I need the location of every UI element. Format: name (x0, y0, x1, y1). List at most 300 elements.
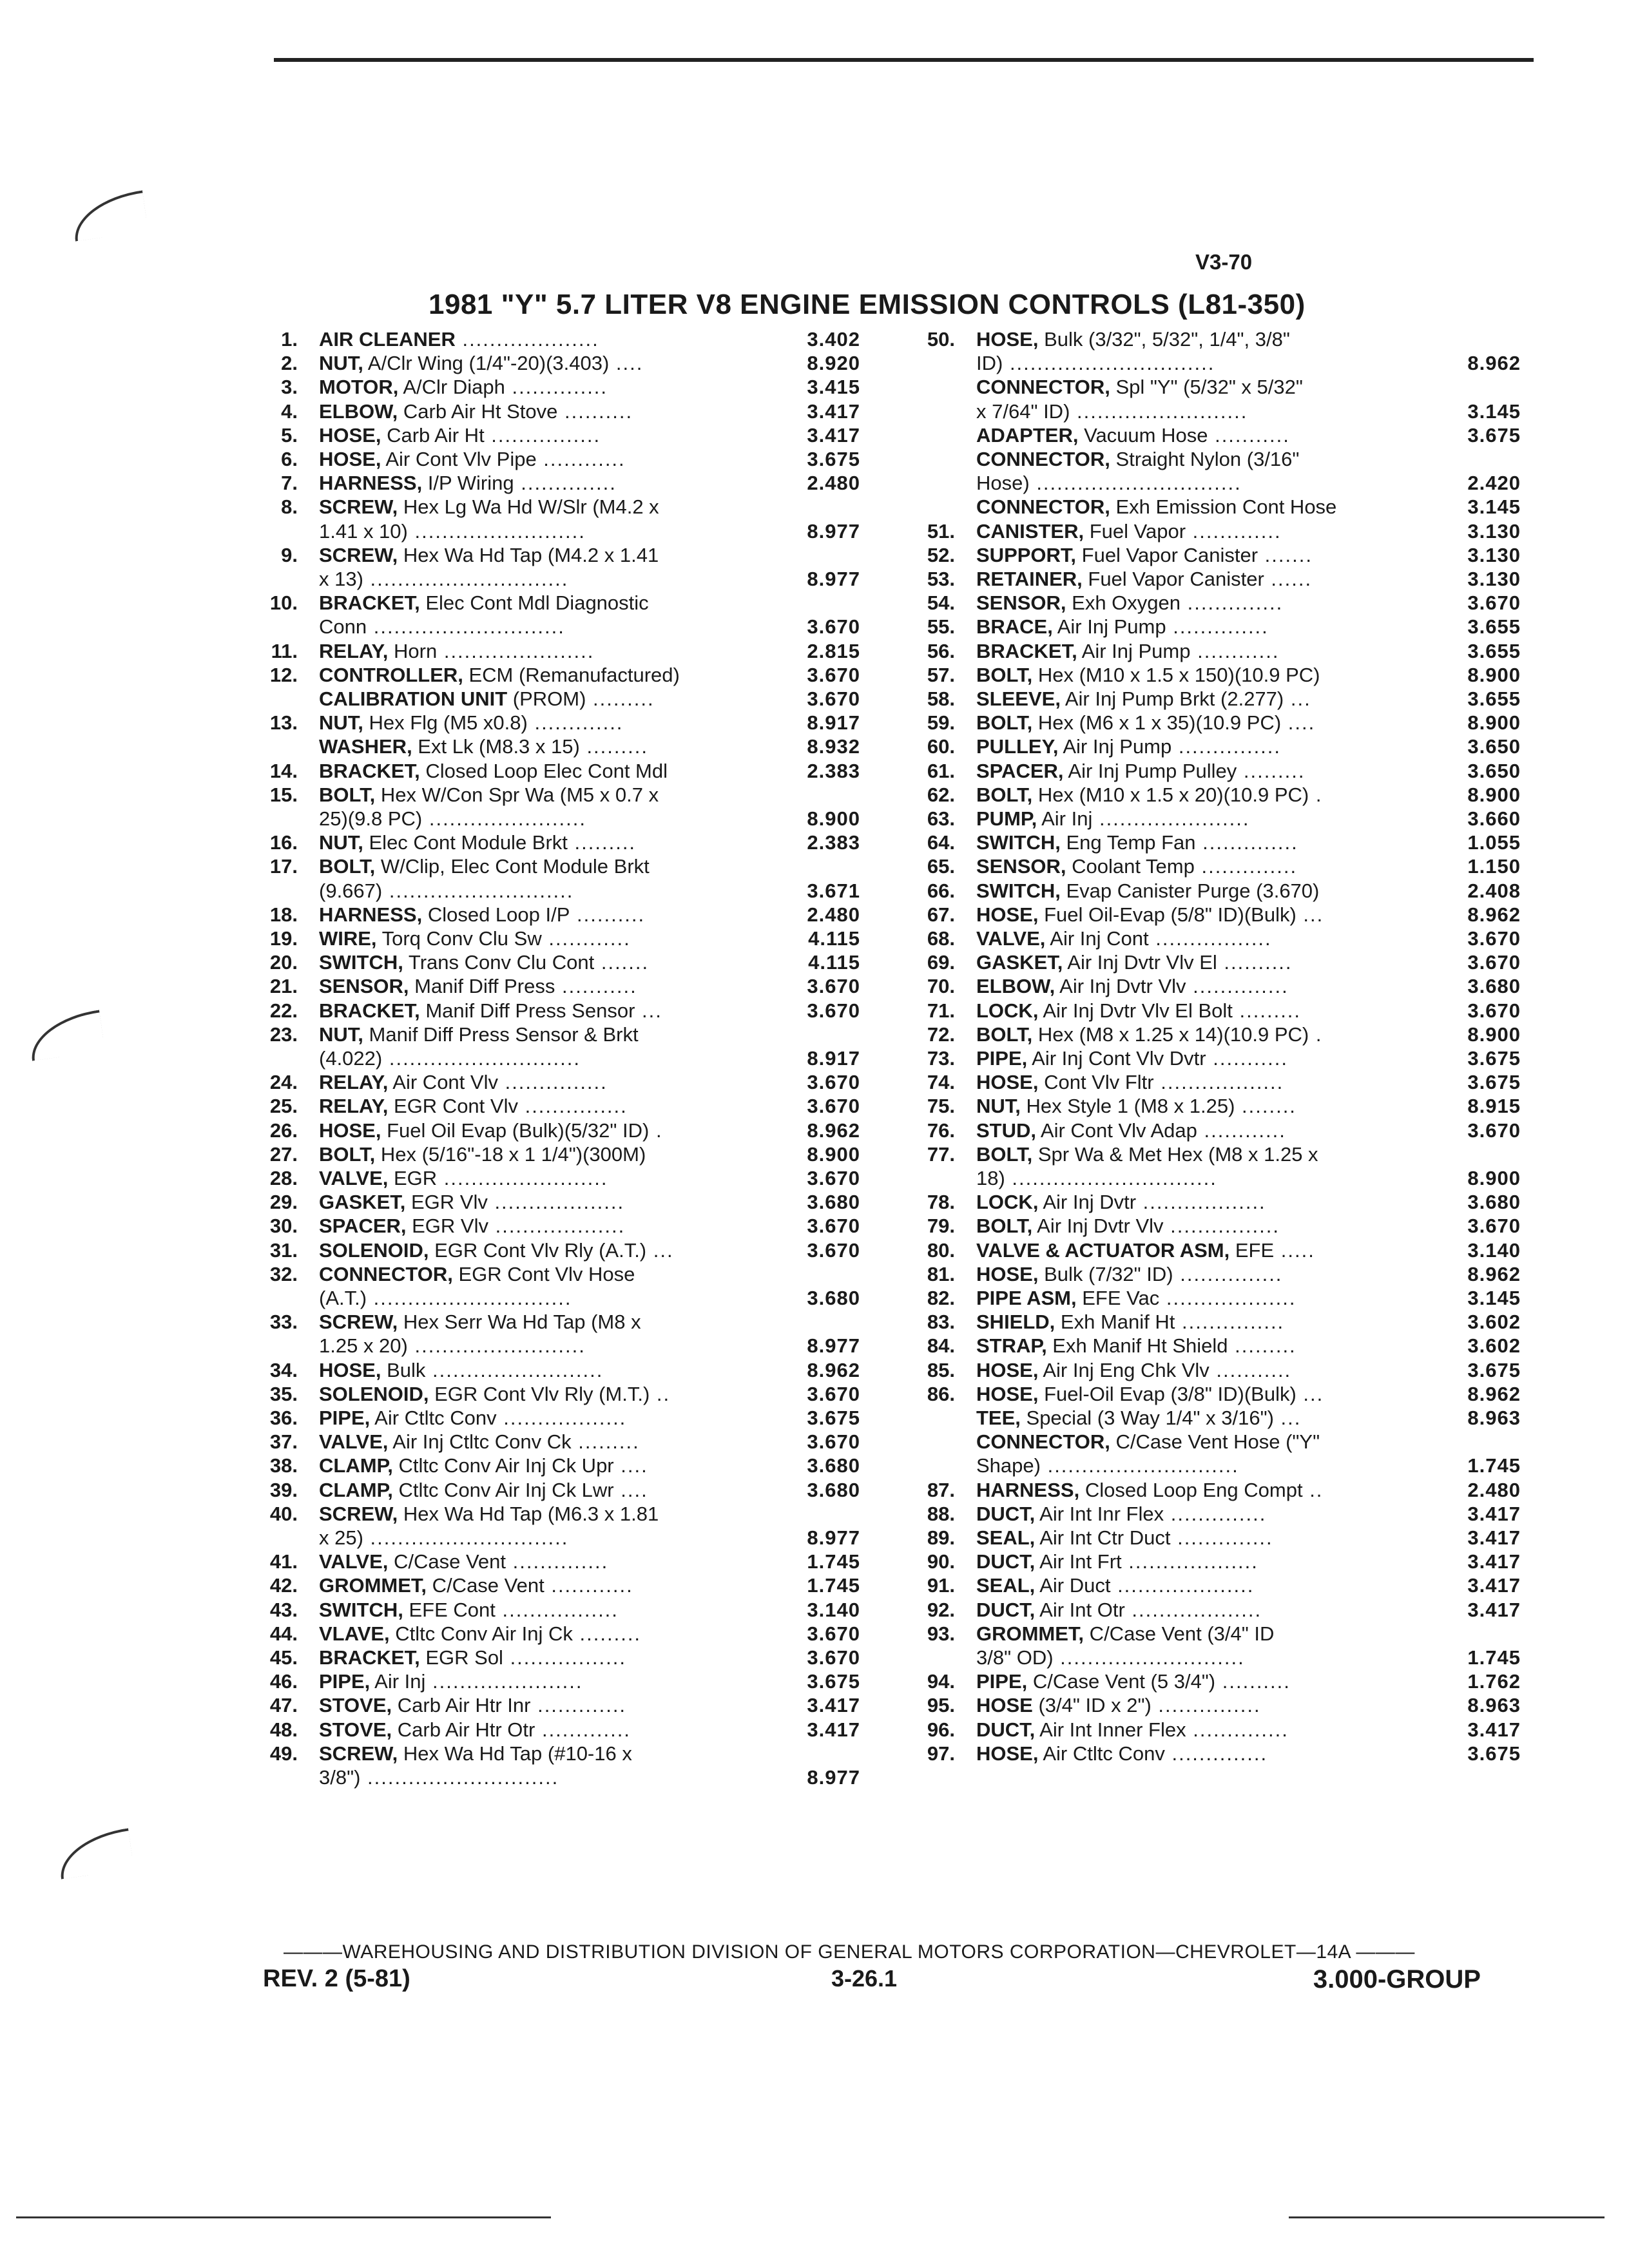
part-name: CANISTER, (976, 519, 1084, 543)
part-name: HOSE, (976, 1071, 1039, 1094)
part-item (245, 1070, 860, 1094)
part-description-line (319, 903, 645, 927)
part-detail: Carb Air Ht (381, 423, 485, 447)
part-name: CONNECTOR, (976, 1430, 1110, 1454)
part-name: ELBOW, (976, 975, 1055, 998)
part-detail: Exh Emission Cont Hose (1110, 495, 1337, 519)
dot-leader: .................. (1153, 1071, 1284, 1094)
part-description-line (319, 1693, 626, 1717)
group-code: 2.480 (807, 472, 860, 495)
part-detail: EGR Vlv (405, 1191, 488, 1214)
part-item (902, 1478, 1521, 1502)
dot-leader: .......... (1217, 951, 1293, 974)
dot-leader: ........ (1235, 1095, 1296, 1118)
part-detail: Air Inj Dvtr (1038, 1191, 1137, 1214)
part-name: ELBOW, (319, 399, 398, 423)
group-code: 3.602 (1467, 1311, 1521, 1334)
part-description-line (976, 1190, 1266, 1214)
dot-leader: .... (1281, 711, 1316, 735)
part-description-line (976, 687, 1311, 711)
group-code: 3.140 (1467, 1238, 1521, 1262)
part-item (902, 1190, 1521, 1214)
group-code: 3.650 (1467, 735, 1521, 758)
part-detail: Air Cont Vlv (388, 1071, 498, 1094)
dot-leader: ............................. (363, 567, 569, 590)
part-item (902, 543, 1521, 567)
part-item (902, 663, 1521, 687)
part-item (902, 1070, 1521, 1094)
group-code: 3.670 (807, 1215, 860, 1238)
group-code: 2.815 (807, 639, 860, 662)
part-detail: Torq Conv Clu Sw (376, 927, 542, 950)
part-number: 11. (271, 639, 298, 662)
dot-leader: ......................... (1070, 399, 1248, 423)
part-description-line (319, 399, 633, 423)
group-code: 3.402 (807, 328, 860, 351)
part-item (245, 1573, 860, 1597)
group-code: 8.962 (807, 1119, 860, 1142)
part-detail: Bulk (3/32", 5/32", 1/4", 3/8" (1038, 328, 1290, 351)
part-number: 31. (269, 1238, 298, 1262)
group-code: 1.745 (807, 1550, 860, 1573)
group-code: 3.417 (1467, 1574, 1521, 1597)
part-item (245, 1454, 860, 1477)
part-number: 58. (927, 687, 955, 710)
part-description-line (319, 1119, 663, 1142)
group-code: 3.655 (1467, 615, 1521, 639)
group-code: 3.671 (807, 879, 860, 902)
group-code: 3.417 (807, 1694, 860, 1717)
part-number: 89. (927, 1526, 955, 1549)
part-item (245, 1190, 860, 1214)
part-number: 35. (269, 1382, 298, 1405)
part-description-line (319, 759, 668, 783)
dot-leader: .............................. (1003, 352, 1215, 375)
group-code: 8.900 (1467, 663, 1521, 686)
part-number: 16. (269, 831, 298, 854)
part-item (902, 1094, 1521, 1118)
part-description-line (319, 1310, 641, 1334)
part-item (902, 1262, 1521, 1286)
group-code: 3.130 (1467, 568, 1521, 590)
group-code: 3.417 (807, 399, 860, 423)
part-description-line (319, 567, 568, 591)
part-detail: Air Ctltc Conv (1038, 1742, 1165, 1765)
dot-leader: ............... (1173, 1262, 1283, 1285)
part-detail: Air Inj Pump (1077, 639, 1191, 662)
part-item (245, 471, 860, 495)
part-description-line (976, 735, 1281, 758)
group-code: 8.977 (807, 1765, 860, 1789)
part-name: SWITCH, (976, 831, 1061, 854)
part-description-line (976, 567, 1312, 591)
part-detail: Air Inj Dvtr Vlv El Bolt (1038, 999, 1233, 1022)
part-detail: Eng Temp Fan (1060, 831, 1196, 854)
part-name: BOLT, (976, 1142, 1033, 1166)
part-name: NUT, (976, 1095, 1021, 1118)
group-code: 8.917 (807, 1046, 860, 1070)
part-name: SCREW, (319, 495, 398, 519)
part-number: 34. (269, 1358, 298, 1381)
dot-leader: .............. (1194, 855, 1298, 878)
part-name: BOLT, (976, 663, 1033, 686)
dot-leader: ......... (567, 831, 637, 854)
group-code: 8.963 (1467, 1407, 1521, 1429)
dot-leader: ......... (586, 687, 655, 710)
part-name: VALVE, (319, 1430, 389, 1454)
part-item (245, 1023, 860, 1070)
part-item (902, 1286, 1521, 1310)
part-item (902, 1742, 1521, 1765)
part-detail: C/Case Vent Hose ("Y" (1110, 1430, 1320, 1454)
part-detail: Hex Flg (M5 x0.8) (363, 711, 528, 735)
dot-leader: ............................ (382, 1046, 581, 1070)
part-number: 36. (269, 1407, 298, 1429)
part-description-line (976, 1454, 1239, 1477)
part-description-line (319, 423, 601, 447)
part-item (902, 854, 1521, 878)
part-number: 33. (269, 1311, 298, 1334)
part-description-line (976, 927, 1272, 950)
part-item (902, 615, 1521, 639)
part-description-line (319, 1094, 628, 1118)
part-number: 80. (927, 1238, 955, 1262)
part-item (902, 831, 1521, 854)
part-item (902, 759, 1521, 783)
part-name: SENSOR, (976, 591, 1066, 615)
part-detail: Air Inj (370, 1670, 426, 1693)
part-number: 23. (269, 1023, 298, 1046)
part-number: 20. (269, 951, 298, 974)
part-item (902, 327, 1521, 375)
part-item (245, 591, 860, 639)
part-name: CLAMP, (319, 1454, 393, 1477)
part-name: SEAL, (976, 1574, 1036, 1597)
part-description-line (319, 663, 680, 687)
group-code: 3.417 (807, 423, 860, 447)
part-name: GASKET, (976, 951, 1063, 974)
part-number: 39. (269, 1478, 298, 1501)
part-description-line (319, 807, 586, 831)
part-item (902, 687, 1521, 711)
group-code: 3.670 (807, 1095, 860, 1118)
group-code: 8.962 (1467, 1382, 1521, 1405)
part-detail: Trans Conv Clu Cont (403, 951, 595, 974)
part-name: BOLT, (976, 783, 1033, 806)
part-number: 68. (927, 927, 955, 950)
group-code: 3.680 (807, 1286, 860, 1309)
part-number: 83. (927, 1311, 955, 1334)
part-item (902, 1046, 1521, 1070)
part-description-line (976, 495, 1336, 519)
part-item (245, 327, 860, 351)
part-name: BOLT, (319, 1142, 376, 1166)
part-number: 28. (269, 1167, 298, 1189)
part-description-line (976, 1598, 1262, 1622)
dot-leader: .......... (557, 399, 633, 423)
part-description-line (976, 1142, 1318, 1166)
part-item (902, 903, 1521, 927)
dot-leader: ......... (1228, 1334, 1296, 1358)
dot-leader: ........................... (382, 879, 574, 902)
part-detail: Carb Air Htr Inr (392, 1694, 531, 1717)
group-code: 8.900 (1467, 1166, 1521, 1189)
dot-leader: ............. (535, 1718, 631, 1741)
part-description-line (319, 1214, 625, 1238)
part-detail: Exh Manif Ht (1055, 1311, 1175, 1334)
footer-division-line: ———WAREHOUSING AND DISTRIBUTION DIVISION OF GENERAL MOTORS CORPORATION—CHEVROLET—14A ——— (284, 1941, 1415, 1963)
part-number: 91. (927, 1574, 955, 1597)
part-name: HOSE, (976, 328, 1039, 351)
dot-leader: .............. (1164, 1742, 1268, 1765)
dot-leader: ..... (1274, 1238, 1315, 1262)
binder-hole-mark (70, 190, 148, 241)
part-detail: Air Inj Dvtr Vlv (1055, 975, 1186, 998)
group-code: 3.417 (1467, 1718, 1521, 1741)
part-detail: Fuel Vapor Canister (1076, 543, 1258, 566)
dot-leader: .............. (1164, 1502, 1267, 1525)
part-description-line (319, 1382, 670, 1406)
part-number: 77. (927, 1142, 955, 1166)
part-detail: ECM (Remanufactured) (463, 663, 680, 686)
part-number: 61. (927, 759, 955, 782)
part-description-line (976, 519, 1282, 543)
part-description-line (976, 591, 1283, 615)
part-description-line (319, 519, 586, 543)
part-description-line (976, 1622, 1274, 1646)
group-code: 8.977 (807, 567, 860, 590)
part-number: 6. (281, 448, 298, 470)
part-name: HOSE, (319, 448, 381, 470)
group-code: 4.115 (808, 927, 860, 950)
group-code: 3.670 (807, 687, 860, 710)
part-item (902, 999, 1521, 1023)
part-item (245, 663, 860, 687)
part-detail: Fuel Oil Evap (Bulk)(5/32" ID) (381, 1119, 650, 1142)
dot-leader: ... (1273, 1407, 1302, 1429)
dot-leader: ........... (1208, 423, 1290, 447)
part-name: WASHER, (319, 735, 412, 758)
part-detail: EGR Cont Vlv Rly (A.T.) (429, 1238, 647, 1262)
part-detail: Air Inj Pump Pulley (1063, 759, 1237, 782)
part-description-line (319, 471, 617, 495)
group-code: 2.480 (1467, 1478, 1521, 1501)
part-description-line (976, 879, 1319, 903)
part-description-line (976, 1573, 1254, 1597)
dot-leader: ............. (527, 711, 624, 735)
dot-leader: ... (1296, 903, 1324, 926)
part-name: HOSE, (319, 1358, 381, 1381)
part-item (902, 567, 1521, 591)
group-code: 3.680 (807, 1191, 860, 1214)
part-detail: Straight Nylon (3/16" (1110, 448, 1300, 470)
part-item (245, 1119, 860, 1142)
part-detail: Air Cont Vlv Adap (1036, 1119, 1197, 1142)
part-number: 69. (927, 951, 955, 974)
part-detail: Hex (M6 x 1 x 35)(10.9 PC) (1032, 711, 1282, 735)
dot-leader: ...... (1264, 568, 1313, 590)
dot-leader: . (649, 1119, 663, 1142)
part-detail: Hex Wa Hd Tap (#10-16 x (398, 1742, 632, 1765)
part-description-line (976, 1214, 1280, 1238)
dot-leader: ............ (541, 927, 631, 950)
group-code: 3.670 (1467, 1215, 1521, 1238)
part-detail: Exh Manif Ht Shield (1046, 1334, 1228, 1358)
part-description-line (976, 1334, 1296, 1358)
part-description-line (976, 1669, 1291, 1693)
dot-leader: ......... (579, 735, 648, 758)
group-code: 3.130 (1467, 519, 1521, 543)
part-number: 38. (269, 1454, 298, 1477)
part-description-line (976, 447, 1299, 471)
part-item (245, 1214, 860, 1238)
part-description-line (976, 471, 1242, 495)
part-detail: Exh Oxygen (1066, 591, 1181, 615)
part-number: 92. (927, 1598, 955, 1621)
dot-leader: ............... (1151, 1694, 1261, 1717)
part-item (902, 783, 1521, 807)
part-description-line (976, 1406, 1301, 1430)
part-number: 64. (927, 831, 955, 854)
part-number: 29. (269, 1191, 298, 1214)
dot-leader: ............ (1190, 639, 1280, 662)
part-description-line (319, 783, 659, 807)
part-item (902, 950, 1521, 974)
group-code: 1.150 (1467, 855, 1521, 878)
part-name: BRACKET, (319, 999, 420, 1022)
part-description-line (319, 1238, 674, 1262)
dot-leader: .............. (1166, 615, 1269, 639)
part-number: 73. (927, 1047, 955, 1070)
part-item (245, 927, 860, 950)
part-description-line (319, 1669, 583, 1693)
part-description-line (319, 615, 565, 639)
part-description-line (976, 375, 1303, 399)
group-code: 3.675 (1467, 1047, 1521, 1070)
part-detail: EFE (1229, 1238, 1275, 1262)
part-name: PUMP, (976, 807, 1037, 830)
part-name: MOTOR, (319, 376, 399, 399)
part-item (902, 974, 1521, 998)
group-code: 8.920 (807, 352, 860, 375)
part-number: 74. (927, 1071, 955, 1094)
part-description-line (976, 1646, 1245, 1669)
part-item (245, 783, 860, 831)
group-code: 8.977 (807, 1334, 860, 1358)
part-description-line (319, 950, 649, 974)
part-name: DUCT, (976, 1550, 1036, 1573)
part-detail: Air Inj (1037, 807, 1093, 830)
part-detail: EGR Cont Vlv (388, 1095, 518, 1118)
part-description-line (976, 1166, 1217, 1190)
part-number: 46. (269, 1670, 298, 1693)
part-name: SPACER, (976, 759, 1064, 782)
part-detail: W/Clip, Elec Cont Module Brkt (375, 855, 650, 878)
group-code: 8.900 (807, 1142, 860, 1166)
page-number: 3-26.1 (831, 1965, 898, 1992)
dot-leader: .......... (570, 903, 646, 926)
part-number: 43. (269, 1598, 298, 1621)
part-item (245, 1142, 860, 1166)
group-code: 8.962 (1467, 903, 1521, 926)
part-item (245, 1693, 860, 1717)
part-number: 21. (269, 975, 298, 998)
part-description-line (319, 639, 594, 663)
dot-leader: ................... (487, 1191, 625, 1214)
dot-leader: ............ (1197, 1119, 1286, 1142)
group-code: 3.675 (1467, 1071, 1521, 1094)
part-description-line (319, 1502, 659, 1526)
dot-leader: ............... (497, 1071, 608, 1094)
dot-leader: .............. (1181, 591, 1284, 615)
part-name: PIPE, (319, 1670, 371, 1693)
part-item (245, 543, 860, 591)
part-name: HOSE (976, 1694, 1033, 1717)
part-number: 82. (927, 1287, 955, 1309)
part-description-line (976, 351, 1215, 375)
group-code: 3.602 (1467, 1334, 1521, 1358)
part-detail: Closed Loop Eng Compt (1079, 1478, 1303, 1501)
part-description-line (976, 1502, 1266, 1526)
part-detail: 25)(9.8 PC) (319, 807, 423, 830)
part-description-line (319, 1166, 608, 1190)
group-code: 1.762 (1467, 1670, 1521, 1693)
part-description-line (976, 1430, 1320, 1454)
part-name: CONNECTOR, (319, 1262, 453, 1285)
part-item (902, 1358, 1521, 1382)
part-number: 22. (269, 999, 298, 1022)
part-detail: (PROM) (507, 687, 586, 710)
part-description-line (976, 1718, 1289, 1742)
group-code: 3.415 (807, 376, 860, 399)
part-name: BRACE, (976, 615, 1053, 639)
group-code: 3.417 (1467, 1550, 1521, 1573)
part-name: BRACKET, (976, 639, 1077, 662)
group-code: 4.115 (808, 951, 860, 974)
part-name: HOSE, (976, 1358, 1039, 1381)
group-code: 3.675 (807, 448, 860, 470)
dot-leader: ......... (572, 1622, 642, 1645)
part-item (245, 1622, 860, 1646)
dot-leader: ...................... (437, 639, 595, 662)
part-name: RELAY, (319, 1095, 389, 1118)
part-number: 95. (927, 1694, 955, 1717)
part-detail: EGR Sol (419, 1646, 503, 1669)
dot-leader: ......... (1237, 759, 1306, 782)
group-code: 3.670 (1467, 1119, 1521, 1142)
part-name: PULLEY, (976, 735, 1059, 758)
part-item (902, 1526, 1521, 1550)
part-description-line (976, 999, 1301, 1023)
dot-leader: ......... (571, 1430, 640, 1454)
dot-leader: ................. (1148, 927, 1272, 950)
part-number: 57. (927, 663, 955, 686)
part-detail: Cont Vlv Fltr (1038, 1071, 1154, 1094)
part-number: 81. (927, 1262, 955, 1285)
dot-leader: ... (635, 999, 662, 1022)
dot-leader: ............... (1171, 735, 1282, 758)
part-name: BOLT, (976, 1215, 1033, 1238)
part-detail: EGR (388, 1167, 438, 1189)
group-code: 3.680 (807, 1454, 860, 1477)
part-detail: Hex Wa Hd Tap (M6.3 x 1.81 (398, 1502, 659, 1525)
part-number: 12. (269, 663, 298, 686)
part-name: SOLENOID, (319, 1238, 429, 1262)
part-description-line (319, 1430, 640, 1454)
dot-leader: ... (646, 1238, 674, 1262)
part-item (245, 950, 860, 974)
part-name: PIPE, (319, 1407, 371, 1429)
